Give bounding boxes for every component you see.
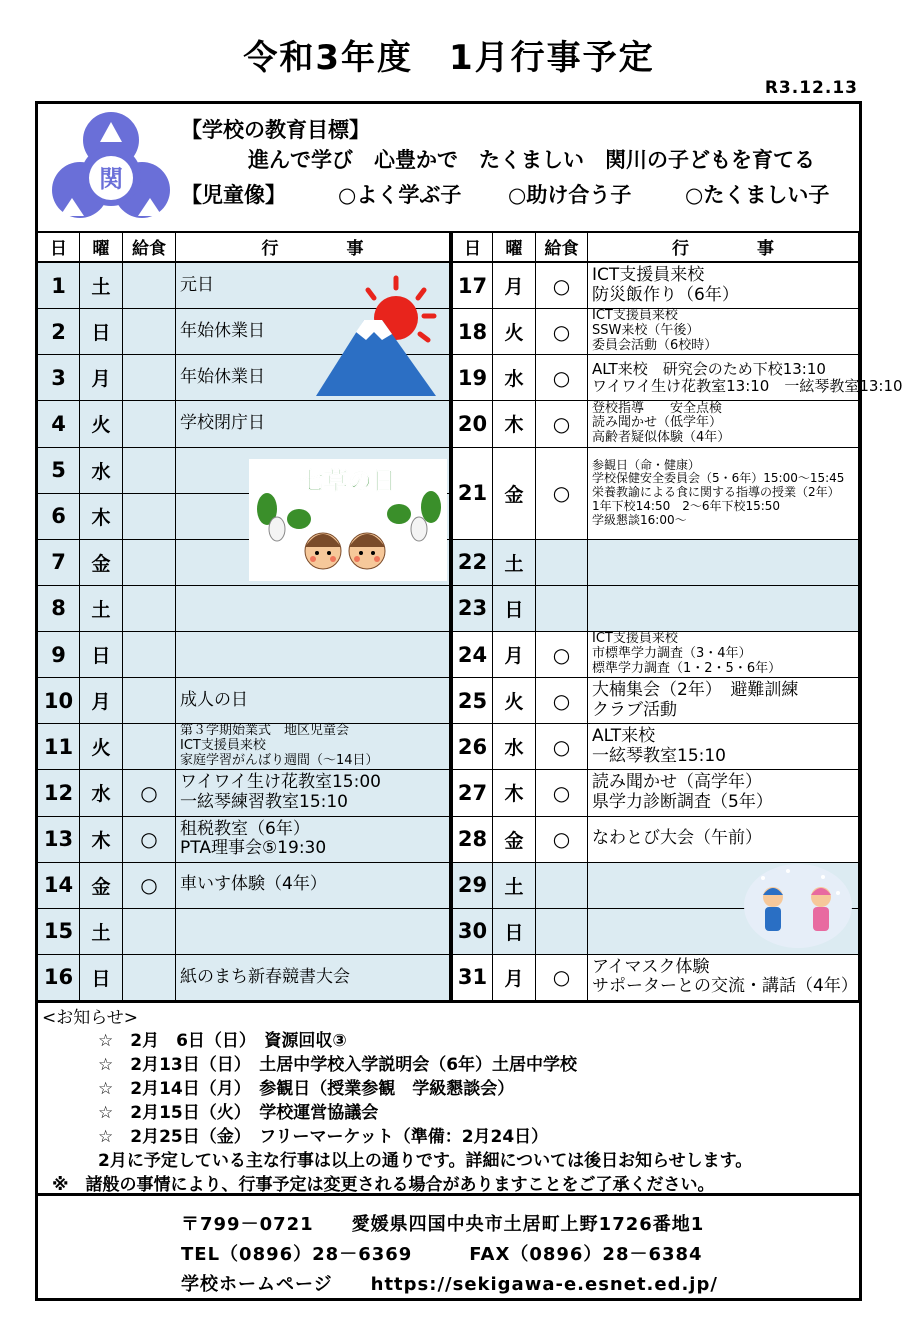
weekday: 火: [493, 678, 536, 724]
day-number: 28: [453, 817, 493, 863]
day-number: 8: [38, 586, 80, 632]
weekday: 日: [80, 955, 123, 1001]
notice-item: ☆ 2月25日（金） フリーマーケット（準備：2月24日）: [98, 1127, 549, 1147]
school-logo-icon: [50, 110, 172, 224]
event-cell: [176, 586, 450, 632]
event-text: 市標準学力調査（3・4年）: [592, 646, 752, 662]
contact-section: [38, 1193, 859, 1301]
weekday: 土: [80, 586, 123, 632]
lunch-mark: ○: [123, 770, 176, 816]
day-number: 20: [453, 401, 493, 447]
event-text: 読み聞かせ（低学年）: [592, 415, 723, 431]
day-number: 13: [38, 817, 80, 863]
event-text: クラブ活動: [592, 699, 677, 720]
event-text: SSW来校（午後）: [592, 323, 700, 339]
weekday: 木: [493, 770, 536, 816]
event-text: 車いす体験（4年）: [180, 874, 327, 895]
event-text: ICT支援員来校: [592, 308, 678, 324]
day-number: 15: [38, 909, 80, 955]
weekday: 月: [80, 355, 123, 401]
day-number: 18: [453, 309, 493, 355]
notice-caution: ※ 諸般の事情により、行事予定は変更される場合がありますことをご了承ください。: [52, 1175, 715, 1195]
lunch-mark: [536, 909, 588, 955]
day-number: 10: [38, 678, 80, 724]
lunch-mark: [536, 863, 588, 909]
lunch-mark: [123, 909, 176, 955]
event-cell: [176, 770, 450, 816]
lunch-mark: [123, 632, 176, 678]
event-text: 元日: [180, 274, 214, 295]
event-text: アイマスク体験: [592, 956, 710, 977]
event-text: 学級懇談16:00～: [592, 512, 687, 527]
weekday: 水: [80, 770, 123, 816]
education-goals: [38, 104, 859, 233]
lunch-mark: [536, 586, 588, 632]
event-text: 標準学力調査（1・2・5・6年）: [592, 661, 782, 677]
lunch-mark: [123, 724, 176, 770]
day-number: 27: [453, 770, 493, 816]
event-cell: [588, 724, 859, 770]
event-text: 1年下校14:50 2～6年下校15:50: [592, 499, 781, 514]
weekday: 月: [493, 955, 536, 1001]
header-day: 日: [453, 231, 493, 263]
event-text: 一絃琴教室15:10: [592, 745, 726, 766]
event-text: なわとび大会（午前）: [592, 828, 762, 849]
lunch-mark: ○: [536, 632, 588, 678]
event-cell: [588, 263, 859, 309]
event-text: ワイワイ生け花教室15:00: [180, 772, 381, 793]
event-text: 租税教室（6年）: [180, 818, 310, 839]
header-day: 日: [38, 231, 80, 263]
event-text: ALT来校 研究会のため下校13:10: [592, 359, 826, 378]
day-number: 12: [38, 770, 80, 816]
event-cell: [176, 817, 450, 863]
weekday: 火: [80, 724, 123, 770]
day-number: 19: [453, 355, 493, 401]
day-number: 11: [38, 724, 80, 770]
event-cell: [176, 863, 450, 909]
event-text: ICT支援員来校: [592, 265, 705, 286]
notice-section: [38, 1001, 859, 1197]
event-cell: [588, 448, 859, 540]
day-number: 23: [453, 586, 493, 632]
issue-date: R3.12.13: [764, 78, 858, 98]
event-cell: [176, 955, 450, 1001]
header-lunch: 給食: [123, 231, 176, 263]
day-number: 24: [453, 632, 493, 678]
event-text: 参観日（命・健康）: [592, 457, 701, 472]
event-text: 栄養教諭による食に関する指導の授業（2年）: [592, 485, 840, 500]
day-number: 21: [453, 448, 493, 540]
day-number: 5: [38, 448, 80, 494]
lunch-mark: ○: [536, 263, 588, 309]
lunch-mark: [123, 309, 176, 355]
event-text: サポーターとの交流・講話（4年）: [592, 976, 858, 997]
event-text: 学校保健安全委員会（5・6年）15:00～15:45: [592, 471, 845, 486]
logo-text: 関: [99, 165, 123, 193]
event-text: ICT支援員来校: [180, 738, 266, 754]
weekday: 水: [493, 724, 536, 770]
event-cell: [176, 632, 450, 678]
lunch-mark: ○: [536, 355, 588, 401]
lunch-mark: ○: [536, 724, 588, 770]
header-event: 行 事: [588, 231, 859, 263]
event-text: 防災飯作り（6年）: [592, 284, 739, 305]
school-homepage-link[interactable]: 学校ホームページ https://sekigawa-e.esnet.ed.jp/: [181, 1274, 718, 1295]
lunch-mark: ○: [536, 448, 588, 540]
notice-item: ☆ 2月 6日（日） 資源回収③: [98, 1031, 347, 1051]
notice-title: <お知らせ>: [42, 1008, 138, 1028]
child-image-1: ○よく学ぶ子: [338, 183, 462, 207]
lunch-mark: [123, 355, 176, 401]
lunch-mark: [123, 955, 176, 1001]
notice-item: ☆ 2月15日（火） 学校運営協議会: [98, 1103, 379, 1123]
child-image-label: 【児童像】: [181, 183, 286, 207]
event-text: 第３学期始業式 地区児童会: [180, 723, 350, 739]
event-cell: [588, 309, 859, 355]
event-text: 紙のまち新春競書大会: [180, 966, 350, 987]
event-text: 委員会活動（6校時）: [592, 338, 718, 354]
day-number: 4: [38, 401, 80, 447]
event-cell: [588, 817, 859, 863]
weekday: 木: [493, 401, 536, 447]
weekday: 金: [493, 448, 536, 540]
header-weekday: 曜: [493, 231, 536, 263]
nanakusa-illustration: [249, 459, 447, 581]
weekday: 水: [493, 355, 536, 401]
event-text: PTA理事会⑤19:30: [180, 838, 327, 859]
nanakusa-text: 七草の日: [300, 467, 396, 495]
lunch-mark: ○: [536, 678, 588, 724]
event-cell: [588, 632, 859, 678]
mount-fuji-sunrise-icon: [316, 268, 446, 398]
lunch-mark: [123, 540, 176, 586]
child-image-2: ○助け合う子: [508, 183, 632, 207]
weekday: 水: [80, 448, 123, 494]
weekday: 日: [493, 586, 536, 632]
day-number: 9: [38, 632, 80, 678]
event-cell: [588, 955, 859, 1001]
weekday: 月: [80, 678, 123, 724]
weekday: 金: [80, 540, 123, 586]
day-number: 6: [38, 494, 80, 540]
header-lunch: 給食: [536, 231, 588, 263]
event-text: 家庭学習がんばり週間（～14日）: [180, 753, 379, 769]
notice-item: ☆ 2月13日（日） 土居中学校入学説明会（6年）土居中学校: [98, 1055, 578, 1075]
event-text: 読み聞かせ（高学年）: [592, 772, 762, 793]
event-text: 学校閉庁日: [180, 413, 265, 434]
day-number: 1: [38, 263, 80, 309]
weekday: 月: [493, 632, 536, 678]
day-number: 14: [38, 863, 80, 909]
event-text: 県学力診断調査（5年）: [592, 791, 773, 812]
day-number: 16: [38, 955, 80, 1001]
event-text: ALT来校: [592, 726, 656, 747]
lunch-mark: ○: [536, 309, 588, 355]
lunch-mark: [123, 586, 176, 632]
school-address: 〒799－0721 愛媛県四国中央市土居町上野1726番地1: [181, 1214, 705, 1235]
lunch-mark: [123, 448, 176, 494]
weekday: 土: [493, 540, 536, 586]
schedule-frame: [35, 101, 903, 1301]
lunch-mark: [123, 401, 176, 447]
schedule-grid: [38, 231, 903, 1001]
column-divider: [450, 231, 453, 1001]
header-weekday: 曜: [80, 231, 123, 263]
lunch-mark: ○: [536, 770, 588, 816]
weekday: 火: [80, 401, 123, 447]
day-number: 3: [38, 355, 80, 401]
event-text: 大楠集会（2年） 避難訓練: [592, 680, 799, 701]
event-cell: [176, 724, 450, 770]
event-cell: [588, 586, 859, 632]
day-number: 29: [453, 863, 493, 909]
day-number: 26: [453, 724, 493, 770]
snow-children-icon: [743, 863, 853, 949]
lunch-mark: [123, 263, 176, 309]
day-number: 17: [453, 263, 493, 309]
school-phone-fax: TEL（0896）28－6369 FAX（0896）28－6384: [181, 1244, 703, 1265]
day-number: 7: [38, 540, 80, 586]
lunch-mark: ○: [536, 401, 588, 447]
child-image-3: ○たくましい子: [685, 183, 830, 207]
event-text: 成人の日: [180, 689, 248, 710]
page-title: 令和3年度 1月行事予定: [243, 38, 655, 78]
event-text: 登校指導 安全点検: [592, 400, 723, 416]
event-cell: [588, 678, 859, 724]
event-cell: [588, 401, 859, 447]
lunch-mark: ○: [536, 817, 588, 863]
weekday: 火: [493, 309, 536, 355]
weekday: 土: [80, 263, 123, 309]
day-number: 31: [453, 955, 493, 1001]
day-number: 30: [453, 909, 493, 955]
weekday: 金: [80, 863, 123, 909]
weekday: 土: [493, 863, 536, 909]
event-text: ワイワイ生け花教室13:10 一絃琴教室13:10: [592, 376, 903, 395]
weekday: 日: [493, 909, 536, 955]
event-cell: [588, 355, 903, 401]
event-cell: [176, 678, 450, 724]
day-number: 22: [453, 540, 493, 586]
weekday: 日: [80, 632, 123, 678]
lunch-mark: [123, 494, 176, 540]
event-cell: [588, 540, 859, 586]
weekday: 木: [80, 817, 123, 863]
lunch-mark: ○: [536, 955, 588, 1001]
goal-label: 【学校の教育目標】: [181, 118, 370, 142]
day-number: 2: [38, 309, 80, 355]
weekday: 木: [80, 494, 123, 540]
weekday: 金: [493, 817, 536, 863]
header-event: 行 事: [176, 231, 450, 263]
notice-item: ☆ 2月14日（月） 参観日（授業参観 学級懇談会）: [98, 1079, 515, 1099]
event-cell: [176, 909, 450, 955]
notice-summary: 2月に予定している主な行事は以上の通りです。詳細については後日お知らせします。: [98, 1151, 753, 1171]
lunch-mark: [123, 678, 176, 724]
event-text: 年始休業日: [180, 320, 265, 341]
weekday: 日: [80, 309, 123, 355]
event-text: 一絃琴練習教室15:10: [180, 791, 348, 812]
lunch-mark: ○: [123, 863, 176, 909]
day-number: 25: [453, 678, 493, 724]
weekday: 月: [493, 263, 536, 309]
weekday: 土: [80, 909, 123, 955]
event-cell: [176, 401, 450, 447]
lunch-mark: [536, 540, 588, 586]
lunch-mark: ○: [123, 817, 176, 863]
event-text: 年始休業日: [180, 367, 265, 388]
event-text: ICT支援員来校: [592, 631, 678, 647]
event-text: 高齢者疑似体験（4年）: [592, 430, 731, 446]
goal-text: 進んで学び 心豊かで たくましい 関川の子どもを育てる: [248, 148, 815, 172]
event-cell: [588, 770, 859, 816]
